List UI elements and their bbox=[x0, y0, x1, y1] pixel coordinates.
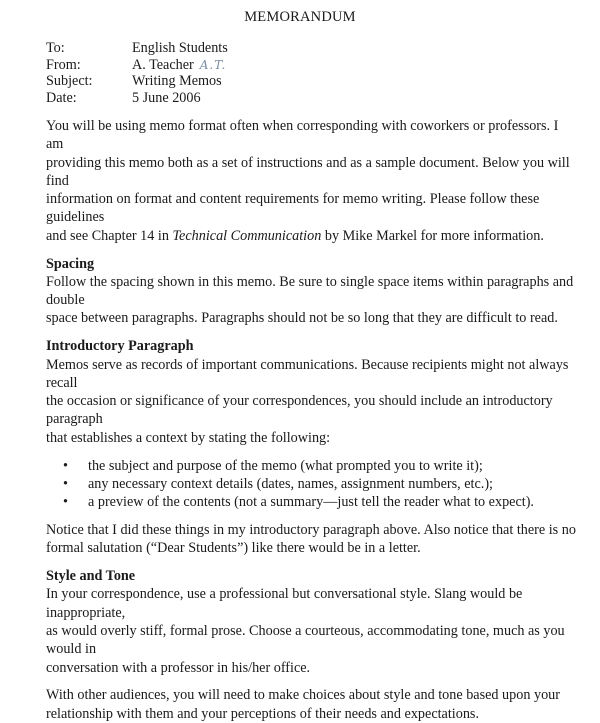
header-label-from: From: bbox=[46, 56, 81, 73]
memo-body bbox=[46, 117, 576, 723]
style-line: conversation with a professor in his/her office. bbox=[46, 659, 311, 676]
memo-header-block bbox=[46, 40, 446, 106]
bullet-list bbox=[46, 457, 576, 512]
style-line: In your correspondence, use a professional but conversational style. Slang would be inappropriate, bbox=[46, 586, 523, 621]
bullet-text: any necessary context details (dates, names, assignment numbers, etc.); bbox=[88, 475, 494, 492]
style-line: as would overly stiff, formal prose. Choose a courteous, accommodating tone, much as you would in bbox=[46, 622, 565, 658]
header-row-date bbox=[46, 90, 446, 107]
section-heading-introductory: Introductory Paragraph bbox=[46, 338, 194, 355]
header-value-to: English Students bbox=[132, 40, 228, 56]
bullet-icon: • bbox=[63, 457, 68, 474]
notice-line: formal salutation (“Dear Students”) like there would be in a letter. bbox=[46, 540, 421, 557]
section-heading-style: Style and Tone bbox=[46, 568, 136, 585]
sender-initials-signature: A.T. bbox=[199, 57, 227, 72]
spacing-line: Follow the spacing shown in this memo. Be sure to single space items within paragraphs and double bbox=[46, 273, 574, 309]
introductory-line: Memos serve as records of important communications. Because recipients might not always recall bbox=[46, 356, 569, 391]
header-row-subject bbox=[46, 73, 446, 90]
header-label-date: Date: bbox=[46, 89, 77, 106]
other-audiences-line: relationship with them and your perceptions of their needs and expectations. bbox=[46, 705, 479, 722]
intro-line: You will be using memo format often when corresponding with coworkers or professors. I am bbox=[46, 118, 559, 153]
header-label-subject: Subject: bbox=[46, 73, 93, 89]
style-paragraph bbox=[46, 585, 576, 676]
other-audiences-line: With other audiences, you will need to make choices about style and tone based upon your bbox=[46, 687, 560, 704]
bullet-text: the subject and purpose of the memo (what prompted you to write it); bbox=[88, 457, 483, 474]
header-value-from-wrap bbox=[132, 57, 226, 74]
intro-paragraph bbox=[46, 117, 576, 245]
introductory-paragraph bbox=[46, 356, 576, 447]
spacing-line: space between paragraphs. Paragraphs should not be so long that they are difficult to read. bbox=[46, 310, 558, 327]
notice-paragraph bbox=[46, 521, 576, 558]
list-item bbox=[46, 475, 576, 493]
header-value-date: 5 June 2006 bbox=[132, 89, 201, 106]
list-item bbox=[46, 493, 576, 511]
bullet-text: a preview of the contents (not a summary—just tell the reader what to expect). bbox=[88, 494, 534, 511]
header-label-to: To: bbox=[46, 40, 65, 56]
introductory-line: that establishes a context by stating the following: bbox=[46, 429, 331, 446]
header-row-from bbox=[46, 57, 446, 74]
intro-line: providing this memo both as a set of instructions and as a sample document. Below you will find bbox=[46, 154, 570, 189]
intro-line-pre: and see Chapter 14 in bbox=[46, 227, 173, 244]
intro-line: information on format and content requirements for memo writing. Please follow these guidelines bbox=[46, 191, 540, 226]
intro-line-post: by Mike Markel for more information. bbox=[321, 227, 544, 244]
section-heading-spacing: Spacing bbox=[46, 255, 95, 272]
memo-title: MEMORANDUM bbox=[244, 9, 356, 25]
bullet-icon: • bbox=[63, 475, 68, 492]
introductory-line: the occasion or significance of your correspondences, you should include an introductory paragraph bbox=[46, 393, 553, 428]
other-audiences-paragraph bbox=[46, 686, 576, 723]
header-row-to bbox=[46, 40, 446, 57]
book-title: Technical Communication bbox=[172, 227, 322, 244]
bullet-icon: • bbox=[63, 494, 68, 511]
header-value-subject: Writing Memos bbox=[132, 73, 222, 89]
notice-line: Notice that I did these things in my introductory paragraph above. Also notice that there is no bbox=[46, 521, 576, 538]
spacing-paragraph bbox=[46, 273, 576, 328]
header-value-from: A. Teacher bbox=[132, 56, 194, 73]
list-item bbox=[46, 457, 576, 475]
